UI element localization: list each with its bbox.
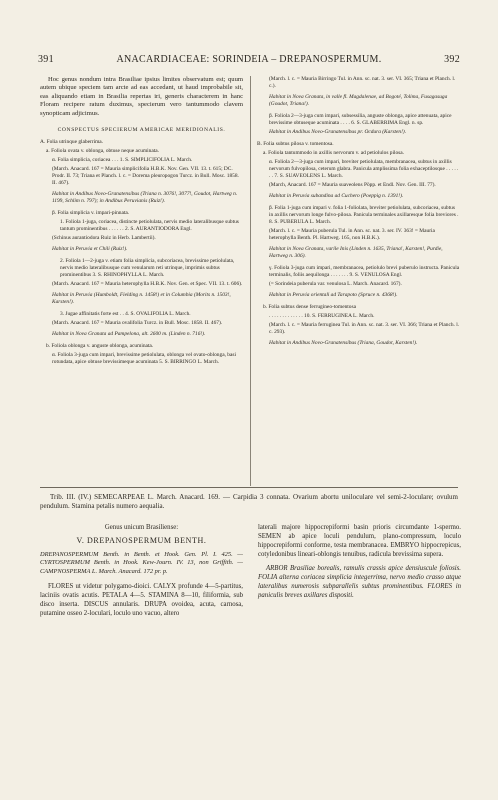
key-line: b. Folia subtus dense ferrugineo-tomentosa <box>263 304 356 310</box>
genus-continuation: laterali majore hippocrepiformi basin prioris circumdante 1-spermo. SEMEN ab apice loculi pendulum, plano-compressum, loculo hippocrepiformi conforme, testa membranacea. EMBRYO hippocrepicus, cotyledonibus lineari-oblongis tenuibus, radicula brevissima supera. <box>258 524 461 558</box>
genus-right-column <box>258 523 461 605</box>
key-line: Habitat in Peruvia orientali ad Tarapoto (Spruce n. 4368!). <box>269 292 398 298</box>
key-line: β. Folia simplicia v. impari-pinnata. <box>52 210 130 217</box>
left-key-lines <box>40 139 243 366</box>
key-line: β. Foliola 2—3-juga cum impari, subsessilia, anguste oblonga, apice attenuata, apice brevissime obtuseque acuminata . . . . 6. S. GLABERRIMA Engl. n. sp. <box>269 113 452 126</box>
key-line: Habitat in Nova Granata, varile Inis (Linden n. 1635, Triana!, Karsten!, Purdie, Hartweg n. 306). <box>269 246 443 259</box>
left-column <box>40 76 243 368</box>
key-line: 2. Foliola 1—2-juga v. etiam folia simplicia, subcoriacea, brevissime petiolulata, nervis medio lateralibusque cum venularum reti utrinque, imprimis subtus prominentibus 3. S. RHINOPHYLLA L. March. <box>60 258 235 279</box>
section-rule <box>40 487 458 488</box>
key-line: Habitat in Andibus Novo-Granatensibus (Triana n. 3076!, 3077!, Goudot, Hartweg n. 1199, Schlim n. 797); in Andibus Peruvianis (Ruiz!). <box>52 191 238 205</box>
key-line: Habitat in Nova Granata ad Pampelona, alt. 2600 m. (Linden n. 716!). <box>52 331 206 338</box>
key-line: a. Foliola tantummodo in axillis nervorum v. ad petiolulos pilosa. <box>263 150 404 156</box>
page-number-right: 392 <box>444 54 460 65</box>
intro-paragraph: Hoc genus nondum intra Brasiliae ipsius limites observatum est; quum autem ubique speciem tam arcte ad eas accedant, ut haud improbabile sit, eas aliquando etiam in Brasilia repertas iri, generis characterem in hanc Floram recipere ratum duximus, specierum vero tantummodo clavem synopticam adjicimus. <box>40 76 243 117</box>
key-line: γ. Foliola 3-juga cum impari, membranacea, petiolulo brevi puberulo instructa. Panicula terminalis, foliis aequilonga . . . . . . . 9. S. VENULOSA Engl. <box>269 265 460 278</box>
genus-habit-note: ARBOR Brasiliae borealis, ramulis crassis apice densiuscule foliosis. FOLIA alterna coriacea simplicia integerrima, nervo medio crasso atque lateralibus numerosis subparallelis subtus prominentibus. FLORES in paniculis breves axillares dispositi. <box>258 565 461 599</box>
key-line: (March. l. c. = Mauria puberula Tul. in Ann. sc. nat. 3. ser. IV. 363! = Mauria heterophylla Benth. Pl. Hartweg. 165, non H.B.K.). <box>269 228 435 241</box>
key-line: 1. Foliola 1-juga, coriacea, distincte petiolulata, nervis medio lateralibusque subtus tantum prominentibus . . . . . . 2. S. AURANTIODORA Engl. <box>60 219 239 233</box>
key-line: (March. Anacard. 167 = Mauria heterophylla H.B.K. Nov. Gen. et Spec. VII. 13. t. 606). <box>52 281 243 288</box>
key-line: B. Folia subtus pilosa v. tomentosa. <box>257 141 334 147</box>
key-line: (March, Anacard. 167 = Mauria suaveolens Pöpp. et Endl. Nov. Gen. III. 77). <box>269 182 436 188</box>
key-line: (March. l. c. = Mauria Birringo Tul. in Ann. sc. nat. 3. ser. VI. 365; Triana et Planch. l. c.). <box>269 76 456 89</box>
key-line: Habitat in Andibus Novo-Granatensibus (Triana, Goudot, Karsten!). <box>269 340 418 346</box>
key-line: . . . . . . . . . . . . . 10. S. FERRUGINEA L. March. <box>269 313 375 319</box>
genus-synonyms: DREPANOSPERMUM Benth. in Benth. et Hook. Gen. Pl. I. 425. — CYRTOSPERMUM Benth. in Hook. Kew-Journ. IV. 13, non Griffith. — CAMPNOSPERMA L. March. Anacard. 172 pr. p. <box>40 551 243 575</box>
key-line: (Schinus aurantiodora Ruiz in Herb. Lambertii). <box>52 235 156 242</box>
column-divider <box>250 76 251 486</box>
key-line: Habitat in Peruvia subandina ad Cuchero (Poeppig n. 1391!). <box>269 193 404 199</box>
right-column <box>257 76 460 352</box>
conspectus-heading: CONSPECTUS SPECIERUM AMERICAE MERIDIONALIS. <box>57 127 226 134</box>
key-line: a. Foliola ovata v. oblonga, obtuse neque acuminata. <box>46 148 159 155</box>
key-line: α. Foliola 2—3-juga cum impari, breviter petiolulata, membranacea, subtus in axillis nervorum fulvopilosa, ceterum glabra. Panicula amplissima folia exhaceptilosque . . . . . . . 7. S. SUAVEOLENS L. March. <box>269 159 459 179</box>
key-line: α. Folia simplicia, coriacea . . . 1. S. SIMPLICIFOLIA L. March. <box>52 157 193 164</box>
genus-left-column <box>40 523 243 623</box>
key-line: α. Foliola 3-juga cum impari, brevissime petiolulata, oblonga vel ovato-oblonga, basi rotundata, apice obtuse brevissimeque acuminata 5. S. BIRRINGO L. March. <box>52 352 236 366</box>
key-line: Habitat in Peruvia et Chili (Ruiz!). <box>52 246 128 253</box>
key-line: b. Foliola oblonga v. anguste oblonga, acuminata. <box>46 343 154 350</box>
key-line: (= Sorindeia puberula var. venulosa L. March. Anacard. 167). <box>269 281 402 287</box>
tribe-description: Trib. III. (IV.) SEMECARPEAE L. March. Anacard. 169. — Carpidia 3 connata. Ovarium abortu uniloculare vel semi-2-loculare; ovulum pendulum. Stamina petalis numero aequalia. <box>40 493 458 510</box>
key-line: (March. Anacard. 167 = Mauria simplicifolia H.B.K. Nov. Gen. VII. 13. t. 615; DC. Prodr. II. 73; Triana et Planch. l. c. = Dorema pleuropogon Turcz. in Bull. Mosc. 1858. II. 467). <box>52 166 239 187</box>
key-line: β. Folia 1-juga cum impari v. folia 1-foliolata, breviter petiolulata, subcoriacea, subtus in axillis nervorum longe fulvo-pilosa. Panicula terminales axillaresque folia breviores . 8. S. PUBERULA L. March. <box>269 205 459 225</box>
running-title: ANACARDIACEAE: SORINDEIA – DREPANOSPERMUM. <box>116 54 382 65</box>
key-line: (March. Anacard. 167 = Mauria ovalifolia Turcz. in Bull. Mosc. 1858. II. 467). <box>52 320 223 327</box>
key-line: Habitat in Peruvia (Humboldt, Fielding n. 1458!) et in Columbia (Morits n. 1503!, Karsten!). <box>52 292 231 306</box>
page-number-left: 391 <box>38 54 54 65</box>
running-header <box>38 54 460 68</box>
key-line: Habitat in Nova Granata, in valle fl. Magdalenae, ad Bogoté, Tolima, Fusagasuga (Goudot, Triana!). <box>269 94 448 107</box>
key-line: 3. Jugae affinitatis forte est . . 4. S. OVALIFOLIA L. March. <box>60 311 191 318</box>
key-line: A. Folia utrinque glaberrima. <box>40 139 104 146</box>
genus-intro: Genus unicum Brasiliense: <box>104 524 179 531</box>
genus-description: FLORES ut videtur polygamo-dioici. CALYX profunde 4—5-partitus, laciniis ovatis acutis. PETALA 4—5. STAMINA 8—10, filiformia, sub disco inserta. DISCUS annularis. DRUPA ovoidea, acuta, carnosa, putamine osseo 2-loculari, loculo uno vacuo, altero <box>40 583 243 618</box>
right-key-lines <box>257 76 460 347</box>
key-line: Habitat in Andibus Novo-Granatensibus pr. Ocdura (Karsten!). <box>269 129 407 135</box>
key-line: (March. l. c. = Mauria ferruginea Tul. in Ann. sc. nat. 3. ser. VI. 366; Triana et Planch. l. c. 293). <box>269 322 460 335</box>
genus-title: V. DREPANOSPERMUM BENTH. <box>76 536 207 545</box>
